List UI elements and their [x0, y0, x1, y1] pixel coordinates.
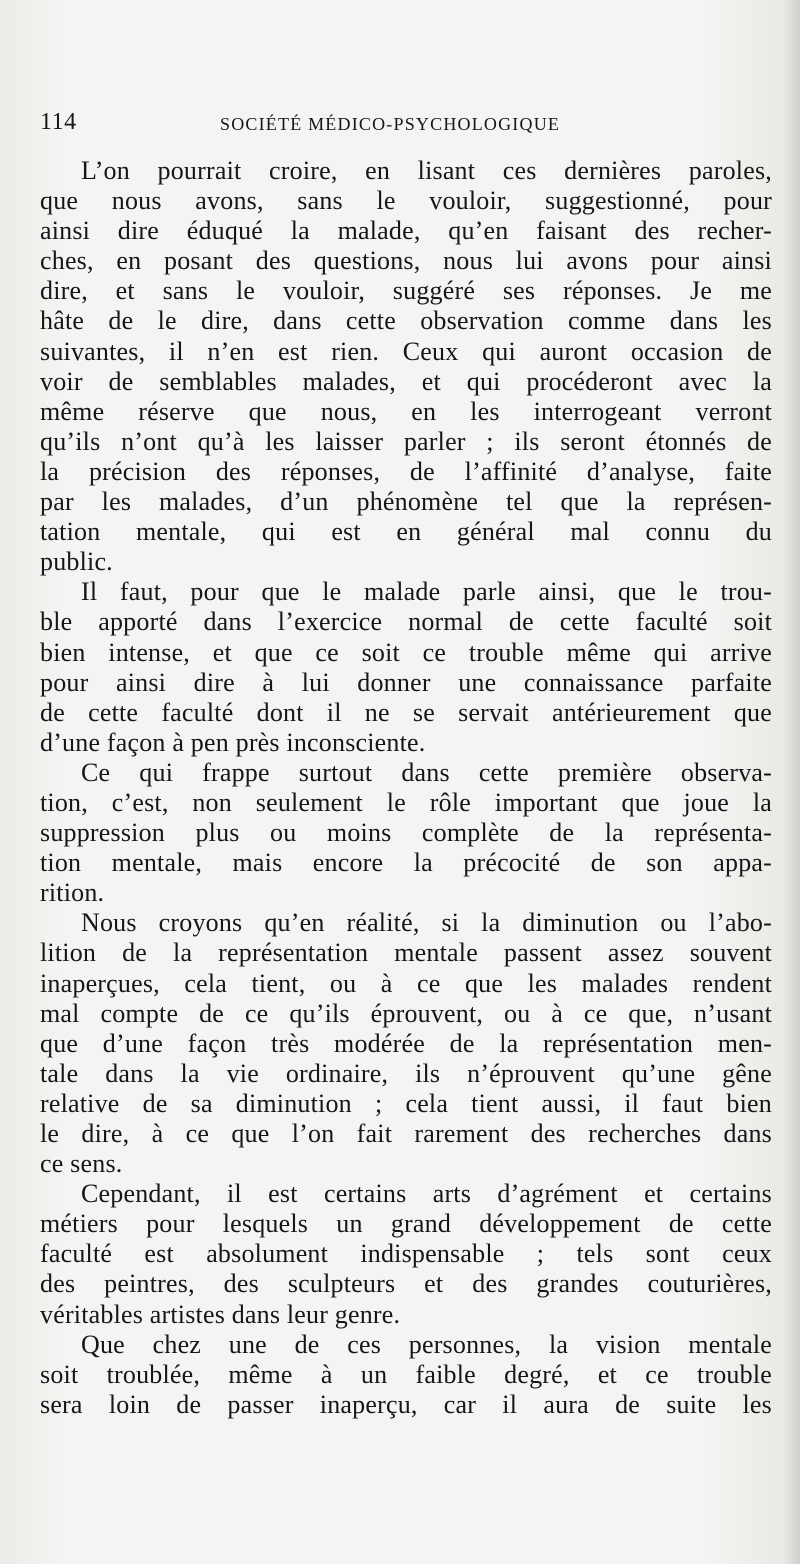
text-line: Nous croyons qu’en réalité, si la diminution ou l’abo- [81, 908, 772, 938]
body-text [40, 156, 772, 1420]
text-line: lition de la représentation mentale passent assez souvent [40, 938, 772, 968]
text-line: rition. [40, 878, 105, 908]
text-line: ches, en posant des questions, nous lui avons pour ainsi [40, 246, 772, 276]
text-line: tale dans la vie ordinaire, ils n’éprouvent qu’une gêne [40, 1058, 772, 1088]
text-line: qu’ils n’ont qu’à les laisser parler ; ils seront étonnés de [40, 426, 772, 456]
text-line: voir de semblables malades, et qui procéderont avec la [40, 366, 772, 396]
text-line: tion, c’est, non seulement le rôle important que joue la [40, 787, 772, 817]
text-line: véritables artistes dans leur genre. [40, 1299, 401, 1329]
text-line: ainsi dire éduqué la malade, qu’en faisant des recher- [40, 216, 772, 246]
text-line: que d’une façon très modérée de la représentation men- [40, 1028, 772, 1058]
text-line: ble apporté dans l’exercice normal de cette faculté soit [40, 607, 772, 637]
text-line: par les malades, d’un phénomène tel que la représen- [40, 487, 772, 517]
text-line: soit troublée, même à un faible degré, et ce trouble [40, 1359, 772, 1389]
text-line: que nous avons, sans le vouloir, suggestionné, pour [40, 186, 772, 216]
text-line: faculté est absolument indispensable ; tels sont ceux [40, 1239, 772, 1269]
text-line: L’on pourrait croire, en lisant ces dernières paroles, [81, 156, 772, 185]
text-line: de cette faculté dont il ne se servait antérieurement que [40, 697, 772, 727]
text-line: la précision des réponses, de l’affinité d’analyse, faite [40, 456, 772, 486]
text-line: le dire, à ce que l’on fait rarement des recherches dans [40, 1119, 772, 1148]
text-line: dire, et sans le vouloir, suggéré ses réponses. Je me [40, 276, 772, 306]
text-line: métiers pour lesquels un grand développement de cette [40, 1209, 772, 1239]
text-line: Cependant, il est certains arts d’agrément et certains [81, 1179, 772, 1209]
page-edge-shadow [782, 0, 800, 1564]
text-line: Que chez une de ces personnes, la vision mentale [81, 1329, 772, 1359]
text-line: mal compte de ce qu’ils éprouvent, ou à ce que, n’usant [40, 998, 772, 1028]
text-line: bien intense, et que ce soit ce trouble même qui arrive [40, 637, 772, 667]
text-line: pour ainsi dire à lui donner une connaissance parfaite [40, 667, 772, 697]
page-number: 114 [40, 109, 77, 135]
text-line: inaperçues, cela tient, ou à ce que les malades rendent [40, 968, 772, 998]
text-line: ce sens. [40, 1149, 123, 1179]
text-line: sera loin de passer inaperçu, car il aura de suite les [40, 1389, 772, 1419]
text-line: relative de sa diminution ; cela tient aussi, il faut bien [40, 1088, 772, 1118]
text-line: suivantes, il n’en est rien. Ceux qui auront occasion de [40, 336, 772, 366]
text-line: tation mentale, qui est en général mal connu du [40, 517, 772, 547]
page-header [40, 108, 760, 142]
text-line: suppression plus ou moins complète de la représenta- [40, 818, 772, 848]
text-line: Il faut, pour que le malade parle ainsi, que le trou- [81, 577, 772, 607]
text-line: même réserve que nous, en les interrogeant verront [40, 396, 772, 426]
text-line: public. [40, 547, 113, 577]
running-title: SOCIÉTÉ MÉDICO-PSYCHOLOGIQUE [220, 114, 561, 134]
text-line: Ce qui frappe surtout dans cette première observa- [81, 757, 772, 787]
text-line: hâte de le dire, dans cette observation comme dans les [40, 306, 772, 336]
text-line: des peintres, des sculpteurs et des grandes couturières, [40, 1269, 772, 1299]
text-line: tion mentale, mais encore la précocité de son appa- [40, 848, 772, 878]
text-line: d’une façon à pen près inconsciente. [40, 727, 426, 757]
